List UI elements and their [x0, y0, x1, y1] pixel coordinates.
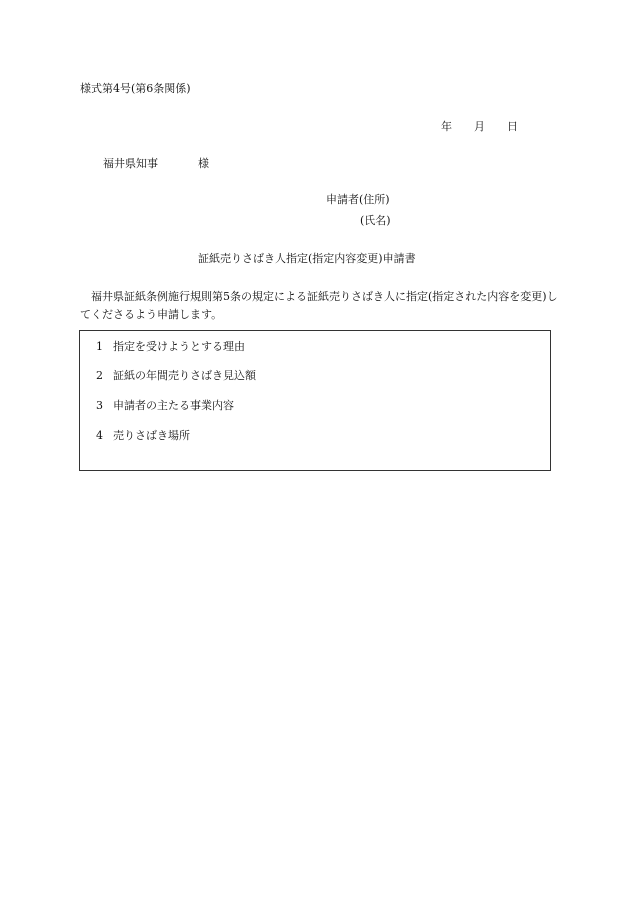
list-item [96, 400, 234, 411]
document-title: 証紙売りさばき人指定(指定内容変更)申請書 [198, 252, 416, 265]
applicant-name-label: (氏名) [360, 214, 391, 227]
item-text: 申請者の主たる事業内容 [113, 399, 234, 412]
item-text: 売りさばき場所 [113, 429, 190, 442]
form-number: 様式第4号(第6条関係) [80, 82, 191, 95]
addressee [103, 158, 209, 169]
items-box [79, 330, 551, 471]
body-text: 福井県証紙条例施行規則第5条の規定による証紙売りさばき人に指定(指定された内容を変更)してくださるよう申請します。 [80, 290, 558, 321]
addressee-honorific: 様 [198, 157, 209, 170]
addressee-name: 福井県知事 [103, 157, 158, 170]
item-text: 証紙の年間売りさばき見込額 [113, 369, 256, 382]
item-text: 指定を受けようとする理由 [113, 340, 245, 353]
date-year-label: 年 [441, 120, 452, 133]
item-number: 2 [96, 369, 103, 382]
applicant-address-label: 申請者(住所) [326, 193, 390, 206]
item-number: 4 [96, 429, 103, 442]
item-number: 3 [96, 399, 103, 412]
list-item [96, 341, 245, 352]
item-number: 1 [96, 340, 103, 353]
date-line [441, 121, 518, 132]
date-month-label: 月 [474, 120, 485, 133]
list-item [96, 370, 256, 381]
body-paragraph [80, 288, 558, 324]
date-day-label: 日 [507, 120, 518, 133]
list-item [96, 430, 190, 441]
